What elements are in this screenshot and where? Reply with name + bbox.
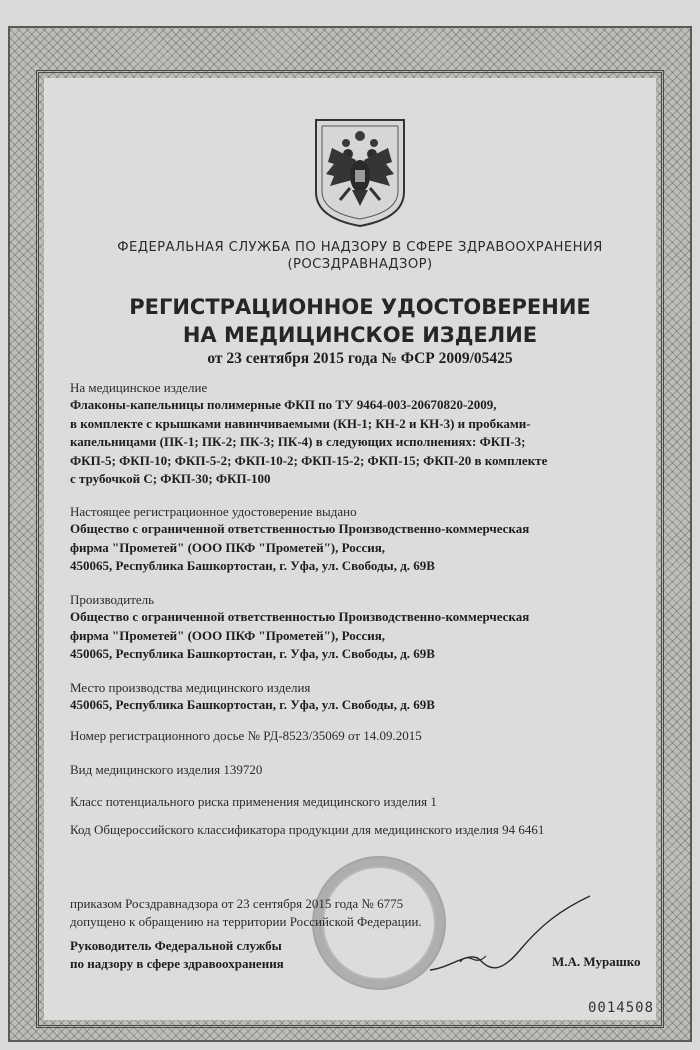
circulation-text: допущено к обращению на территории Российской Федерации. bbox=[70, 914, 422, 929]
manufacturer-line: фирма "Прометей" (ООО ПКФ "Прометей"), Россия, bbox=[70, 627, 386, 643]
manufacturer-details bbox=[70, 608, 670, 664]
order-text: приказом Росздравнадзора от 23 сентября 2015 года № 6775 bbox=[70, 896, 404, 911]
dossier-number: Номер регистрационного досье № РД-8523/35069 от 14.09.2015 bbox=[70, 728, 422, 743]
issued-to-line: 450065, Республика Башкортостан, г. Уфа, ул. Свободы, д. 69В bbox=[70, 558, 435, 573]
signatory-title-cont: по надзору в сфере здравоохранения bbox=[70, 956, 284, 971]
device-label: На медицинское изделие bbox=[70, 380, 208, 395]
device-description bbox=[70, 396, 670, 489]
certificate-title: РЕГИСТРАЦИОННОЕ УДОСТОВЕРЕНИЕ bbox=[129, 295, 591, 319]
issued-to-line: фирма "Прометей" (ООО ПКФ "Прометей"), Россия, bbox=[70, 539, 386, 555]
manufacturer-label: Производитель bbox=[70, 592, 155, 607]
issued-to-line: Общество с ограниченной ответственностью Производственно-коммерческая bbox=[70, 521, 530, 536]
device-line: Флаконы-капельницы полимерные ФКП по ТУ 9464-003-20670820-2009, bbox=[70, 397, 497, 412]
device-line: капельницами (ПК-1; ПК-2; ПК-3; ПК-4) в следующих исполнениях: ФКП-3; bbox=[70, 434, 526, 449]
manufacturer-line: Общество с ограниченной ответственностью Производственно-коммерческая bbox=[70, 609, 530, 624]
certificate-subtitle: НА МЕДИЦИНСКОЕ ИЗДЕЛИЕ bbox=[182, 323, 538, 347]
device-line: с трубочкой С; ФКП-30; ФКП-100 bbox=[70, 471, 271, 486]
serial-number: 0014508 bbox=[588, 1000, 655, 1016]
signatory-name: М.А. Мурашко bbox=[552, 954, 641, 969]
production-site-address: 450065, Республика Башкортостан, г. Уфа, ул. Свободы, д. 69В bbox=[70, 697, 435, 712]
issued-to-details bbox=[70, 520, 670, 576]
agency-abbreviation: (РОСЗДРАВНАДЗОР) bbox=[287, 257, 433, 272]
production-site-label: Место производства медицинского изделия bbox=[70, 680, 311, 695]
coat-of-arms-icon bbox=[310, 114, 410, 230]
okp-code: Код Общероссийского классификатора продукции для медицинского изделия 94 6461 bbox=[70, 822, 545, 837]
signatory-title: Руководитель Федеральной службы bbox=[70, 938, 282, 953]
registration-number: от 23 сентября 2015 года № ФСР 2009/05425 bbox=[207, 350, 513, 367]
device-type: Вид медицинского изделия 139720 bbox=[70, 762, 263, 777]
risk-class: Класс потенциального риска применения медицинского изделия 1 bbox=[70, 794, 437, 809]
manufacturer-line: 450065, Республика Башкортостан, г. Уфа, ул. Свободы, д. 69В bbox=[70, 646, 435, 661]
issued-to-label: Настоящее регистрационное удостоверение выдано bbox=[70, 504, 357, 519]
device-line: в комплекте с крышками навинчиваемыми (КН-1; КН-2 и КН-3) и пробками- bbox=[70, 415, 531, 431]
agency-name: ФЕДЕРАЛЬНАЯ СЛУЖБА ПО НАДЗОРУ В СФЕРЕ ЗДРАВООХРАНЕНИЯ bbox=[117, 240, 603, 255]
device-line: ФКП-5; ФКП-10; ФКП-5-2; ФКП-10-2; ФКП-15-2; ФКП-15; ФКП-20 в комплекте bbox=[70, 452, 548, 468]
